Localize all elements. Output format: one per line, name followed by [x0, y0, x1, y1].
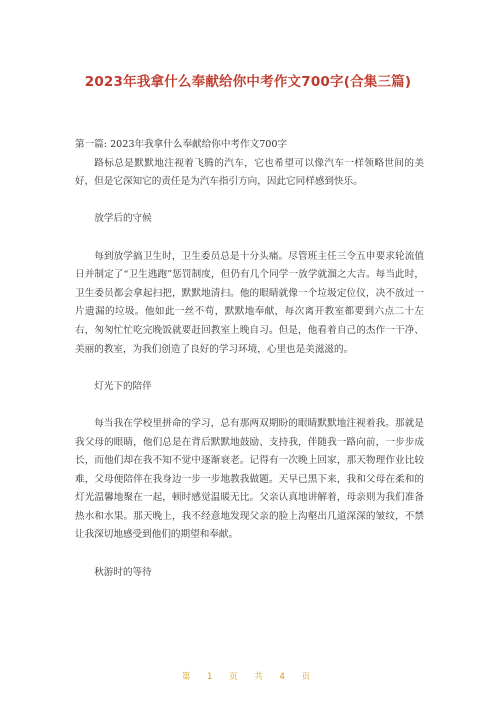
page-number-footer: 第 1 页 共 4 页 [181, 672, 315, 682]
paragraph: 每当我在学校里拼命的学习，总有那两双期盼的眼睛默默地注视着我。那就是我父母的眼睛，他们总是在背后默默地鼓励、支持我，伴随我一路向前，一步步成长，而他们却在我不知不觉中逐渐衰老。记得有一次晚上回家，那天物理作业比较难，父母便陪伴在我身边一步一步地教我做题。天早已黑下来，我和父母在柔和的灯光温馨地聚在一起，顿时感觉温暖无比。父亲认真地讲解着，母亲则为我们准备热水和水果。那天晚上，我不经意地发现父亲的脸上沟壑出几道深深的皱纹，不禁让我深切地感受到他们的期望和奉献。 [75, 417, 424, 541]
section-heading: 放学后的守候 [94, 213, 152, 225]
paragraph-gap [75, 545, 424, 564]
section-heading: 秋游时的等待 [94, 566, 152, 578]
article-heading: 第一篇: 2023年我拿什么奉献给你中考作文700字 [75, 139, 288, 150]
paragraph-gap [75, 396, 424, 415]
document-body [75, 136, 424, 582]
paragraph-gap [75, 359, 424, 378]
section-heading: 灯光下的陪伴 [94, 380, 152, 392]
paragraph: 路标总是默默地注视着飞腾的汽车，它也希望可以像汽车一样领略世间的美好，但是它深知它的责任是为汽车指引方向，因此它同样感到快乐。 [75, 157, 424, 188]
document-title: 2023年我拿什么奉献给你中考作文700字(合集三篇) [84, 74, 412, 90]
paragraph-gap [75, 229, 424, 248]
paragraph: 每到放学搞卫生时，卫生委员总是十分头痛。尽管班主任三令五申要求轮流值日并制定了“卫生逃跑”惩罚制度，但仍有几个同学一放学就溜之大吉。每当此时，卫生委员都会拿起扫把，默默地清扫。他的眼睛就像一个垃圾定位仪，决不放过一片遗漏的垃圾。他如此一丝不苟，默默地奉献，每次离开教室都要到六点二十左右，匆匆忙忙吃完晚饭就要赶回教室上晚自习。但是，他看着自己的杰作一干净、美丽的教室，为我们创造了良好的学习环境，心里也是美滋滋的。 [75, 250, 424, 355]
paragraph-gap [75, 192, 424, 211]
